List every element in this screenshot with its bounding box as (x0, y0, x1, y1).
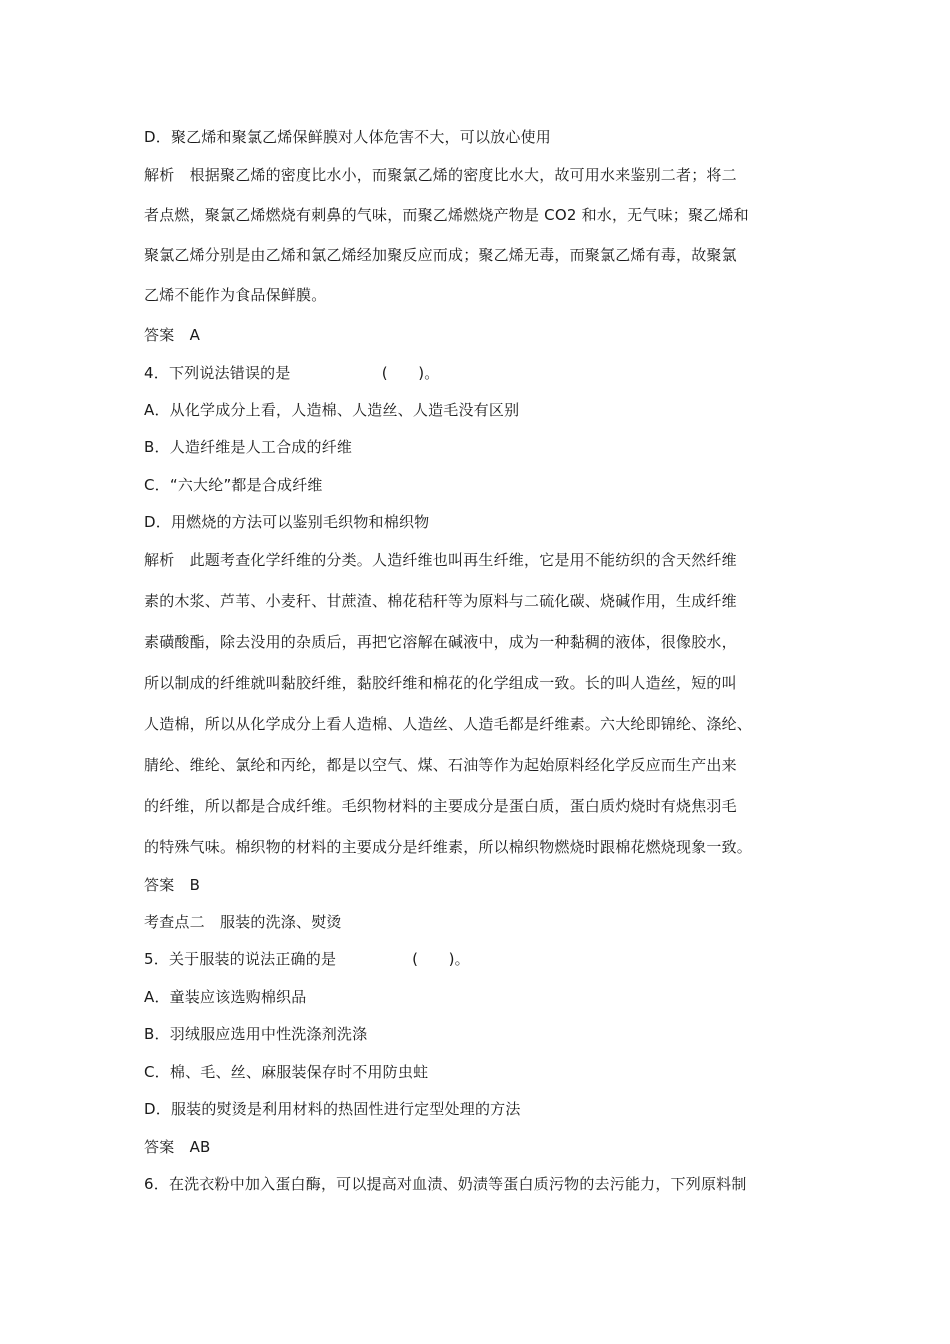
q4-option-a: A．从化学成分上看，人造棉、人造丝、人造毛没有区别 (144, 401, 520, 419)
q3-analysis-line-4: 乙烯不能作为食品保鲜膜。 (144, 286, 327, 304)
q3-answer: 答案 A (144, 326, 201, 344)
q5-option-c: C．棉、毛、丝、麻服装保存时不用防虫蛀 (144, 1063, 429, 1081)
q3-option-d: D．聚乙烯和聚氯乙烯保鲜膜对人体危害不大，可以放心使用 (144, 128, 551, 146)
q6-stem: 6．在洗衣粉中加入蛋白酶，可以提高对血渍、奶渍等蛋白质污物的去污能力，下列原料制 (144, 1175, 747, 1193)
q4-analysis-line-1: 解析 此题考查化学纤维的分类。人造纤维也叫再生纤维，它是用不能纺织的含天然纤维 (144, 551, 737, 569)
q4-analysis-line-2: 素的木浆、芦苇、小麦秆、甘蔗渣、棉花秸秆等为原料与二硫化碳、烧碱作用，生成纤维 (144, 592, 737, 610)
q4-analysis-line-3: 素磺酸酯，除去没用的杂质后，再把它溶解在碱液中，成为一种黏稠的液体，很像胶水， (144, 633, 737, 651)
q5-option-a: A．童装应该选购棉织品 (144, 988, 307, 1006)
q5-option-b: B．羽绒服应选用中性洗涤剂洗涤 (144, 1025, 368, 1043)
q5-stem: 5．关于服装的说法正确的是 ( )。 (144, 950, 470, 968)
q3-analysis-line-2: 者点燃，聚氯乙烯燃烧有刺鼻的气味，而聚乙烯燃烧产物是 CO2 和水，无气味；聚乙烯和 (144, 206, 749, 224)
section-title: 考查点二 服装的洗涤、熨烫 (144, 913, 342, 931)
q3-analysis-line-1: 解析 根据聚乙烯的密度比水小，而聚氯乙烯的密度比水大，故可用水来鉴别二者；将二 (144, 166, 737, 184)
q3-analysis-line-3: 聚氯乙烯分别是由乙烯和氯乙烯经加聚反应而成；聚乙烯无毒，而聚氯乙烯有毒，故聚氯 (144, 246, 737, 264)
q4-stem: 4．下列说法错误的是 ( )。 (144, 364, 440, 382)
q4-option-b: B．人造纤维是人工合成的纤维 (144, 438, 353, 456)
q4-analysis-line-5: 人造棉，所以从化学成分上看人造棉、人造丝、人造毛都是纤维素。六大纶即锦纶、涤纶、 (144, 715, 753, 733)
q4-option-d: D．用燃烧的方法可以鉴别毛织物和棉织物 (144, 513, 430, 531)
q4-option-c: C．“六大纶”都是合成纤维 (144, 476, 323, 494)
q4-analysis-line-4: 所以制成的纤维就叫黏胶纤维，黏胶纤维和棉花的化学组成一致。长的叫人造丝，短的叫 (144, 674, 737, 692)
q5-option-d: D．服装的熨烫是利用材料的热固性进行定型处理的方法 (144, 1100, 521, 1118)
q4-answer: 答案 B (144, 876, 201, 894)
q5-answer: 答案 AB (144, 1138, 211, 1156)
q4-analysis-line-6: 腈纶、维纶、氯纶和丙纶，都是以空气、煤、石油等作为起始原料经化学反应而生产出来 (144, 756, 737, 774)
q4-analysis-line-8: 的特殊气味。棉织物的材料的主要成分是纤维素，所以棉织物燃烧时跟棉花燃烧现象一致。 (144, 838, 753, 856)
q4-analysis-line-7: 的纤维，所以都是合成纤维。毛织物材料的主要成分是蛋白质，蛋白质灼烧时有烧焦羽毛 (144, 797, 737, 815)
